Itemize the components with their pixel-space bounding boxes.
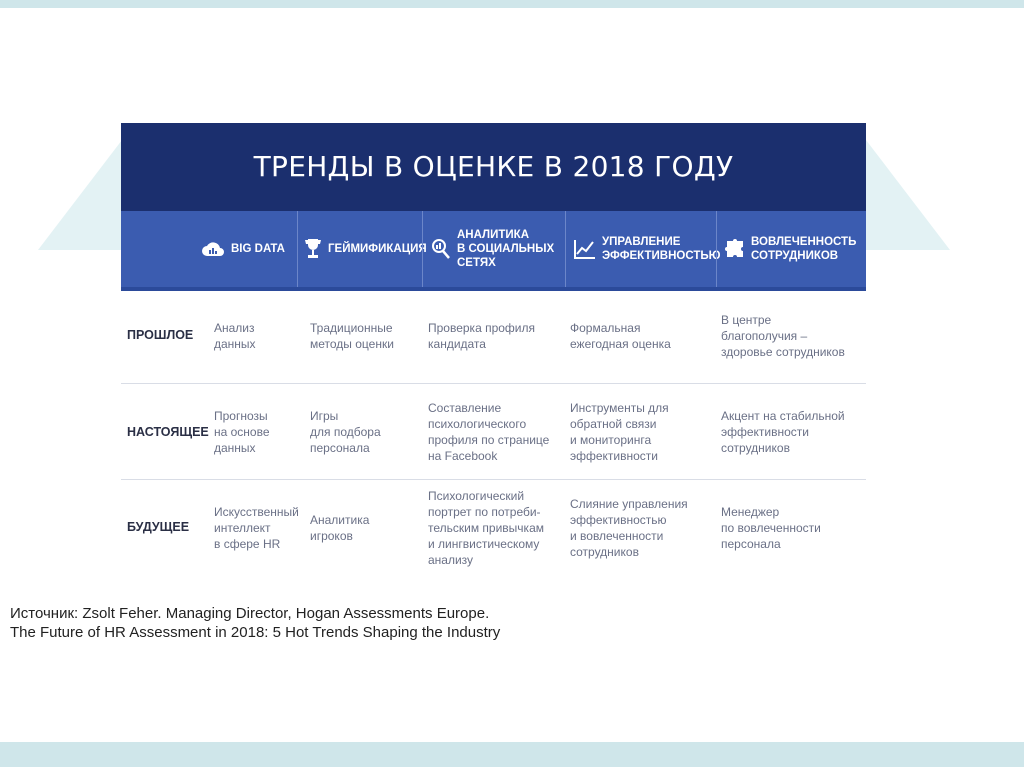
cell-future-gamification: Аналитика игроков <box>310 513 370 543</box>
row-label-past: ПРОШЛОЕ <box>127 328 194 342</box>
trophy-icon <box>304 237 322 261</box>
cell-past-gamification: Традиционные методы оценки <box>310 321 394 351</box>
cloud-chart-icon <box>201 240 225 258</box>
puzzle-icon <box>725 239 745 259</box>
cell-future-big-data: Искусственный интеллект в сфере HR <box>214 505 299 551</box>
trend-header-label: ГЕЙМИФИКАЦИЯ <box>328 243 427 255</box>
source-citation <box>10 604 500 642</box>
top-accent-band <box>0 0 1024 8</box>
trend-header-row <box>121 211 866 291</box>
cell-present-social-analytics: Составление психологического профиля по странице на Facebook <box>428 401 550 463</box>
row-divider <box>121 383 866 384</box>
infographic-title: ТРЕНДЫ В ОЦЕНКЕ В 2018 ГОДУ <box>121 123 866 211</box>
cell-past-social-analytics: Проверка профиля кандидата <box>428 321 536 351</box>
cell-future-performance: Слияние управления эффективностью и вовлеченности сотрудников <box>570 497 688 559</box>
cell-future-social-analytics: Психологический портрет по потреби- тельским привычкам и лингвистическому анализу <box>428 489 544 567</box>
cell-present-performance: Инструменты для обратной связи и мониторинга эффективности <box>570 401 669 463</box>
trend-header-social-analytics <box>422 211 565 287</box>
bottom-accent-band <box>0 742 1024 767</box>
decorative-wing-right <box>866 140 950 250</box>
cell-present-engagement: Акцент на стабильной эффективности сотрудников <box>721 409 845 455</box>
source-line-2: The Future of HR Assessment in 2018: 5 Hot Trends Shaping the Industry <box>10 624 501 641</box>
line-chart-icon <box>574 239 596 259</box>
trend-header-label: АНАЛИТИКА В СОЦИАЛЬНЫХ СЕТЯХ <box>457 229 555 269</box>
decorative-wing-left <box>38 140 122 250</box>
trend-header-big-data <box>121 211 297 287</box>
trend-header-engagement <box>716 211 866 287</box>
cell-future-engagement: Менеджер по вовлеченности персонала <box>721 505 821 551</box>
cell-present-big-data: Прогнозы на основе данных <box>214 409 270 455</box>
trend-header-label: BIG DATA <box>231 243 285 255</box>
row-label-future: БУДУЩЕЕ <box>127 520 190 534</box>
cell-past-performance: Формальная ежегодная оценка <box>570 321 671 351</box>
magnifier-chart-icon <box>431 238 451 260</box>
cell-past-big-data: Анализ данных <box>214 321 256 351</box>
trend-header-label: ВОВЛЕЧЕННОСТЬ СОТРУДНИКОВ <box>751 236 857 262</box>
trend-header-gamification <box>297 211 427 287</box>
row-label-present: НАСТОЯЩЕЕ <box>127 425 209 439</box>
trend-header-performance <box>565 211 721 287</box>
row-divider <box>121 479 866 480</box>
trend-header-label: УПРАВЛЕНИЕ ЭФФЕКТИВНОСТЬЮ <box>602 236 721 262</box>
cell-present-gamification: Игры для подбора персонала <box>310 409 381 455</box>
cell-past-engagement: В центре благополучия – здоровье сотрудников <box>721 313 845 359</box>
source-line-1: Источник: Zsolt Feher. Managing Director, Hogan Assessments Europe. <box>10 605 490 622</box>
